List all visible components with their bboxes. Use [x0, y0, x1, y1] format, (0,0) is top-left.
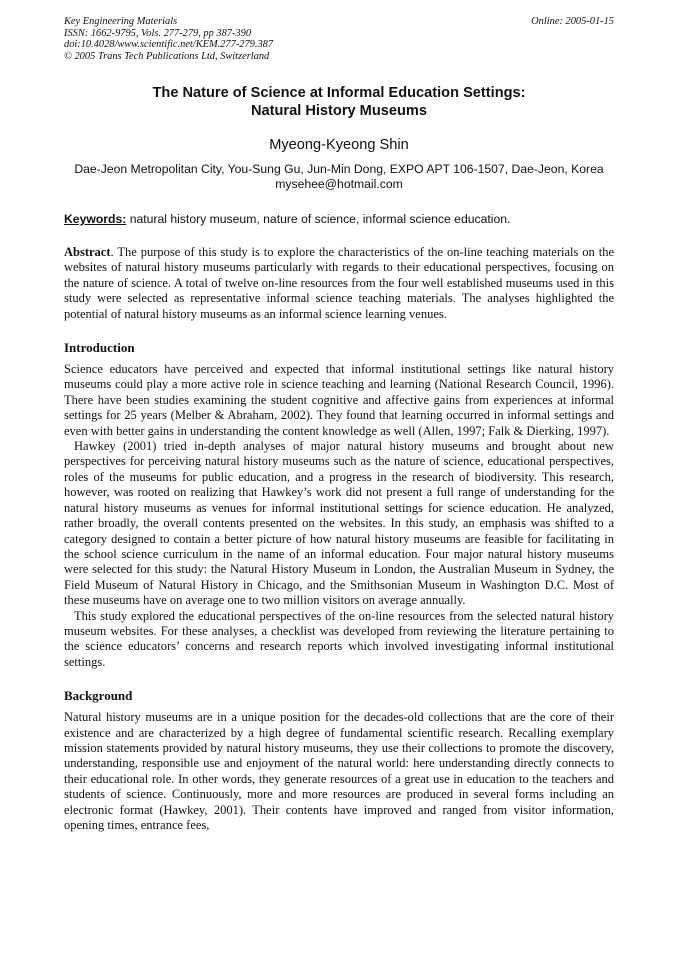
- abstract-label: Abstract: [64, 245, 111, 259]
- copyright-line: © 2005 Trans Tech Publications Ltd, Switzerland: [64, 50, 270, 62]
- title-line-1: The Nature of Science at Informal Education Settings:: [152, 85, 526, 101]
- journal-name: Key Engineering Materials: [64, 16, 178, 27]
- intro-paragraph-2: Hawkey (2001) tried in-depth analyses of major natural history museums and brought about new perspectives for perceiving natural history museums such as the nature of science, educational perspectives, roles of the museums for public education, and a progress in the research of biodiversity. This research, however, was rooted on realizing that Hawkey’s work did not present a full range of understanding for the natural history museums as venues for informal institutional settings for science education. He analyzed, rather broadly, the overall contents presented on the websites. In this study, an emphasis was shifted to a category designed to contain a better picture of how natural history museums are feasible for facilitating in the school science curriculum in the name of an informal education. Four major natural history museums were selected for this study: the Natural History Museum in London, the Australian Museum in Sydney, the Field Museum of Natural History in Chicago, and the Smithsonian Museum in Washington D.C. Most of these museums have on average one to two million visitors on average annually.: [64, 439, 614, 608]
- background-paragraph-1: Natural history museums are in a unique position for the decades-old collections that are the core of their existence and are characterized by a high degree of fundamental scientific research. Recalling exemplary mission statements provided by natural history museums, they use their collections to promote the discovery, understanding, responsible use and enjoyment of the natural world: here understanding directly connects to their educational role. In other words, they generate resources of a great use in education to the teachers and students of science. Continuously, more and more resources are produced in several forms including an electronic format (Hawkey, 2001). Their contents have improved and ranged from visitor information, opening times, entrance fees,: [64, 710, 614, 832]
- keywords-text: natural history museum, nature of science, informal science education.: [126, 212, 511, 226]
- issn-line: ISSN: 1662-9795, Vols. 277-279, pp 387-390: [64, 27, 252, 39]
- author-email: mysehee@hotmail.com: [275, 177, 403, 191]
- introduction-body: [64, 362, 614, 670]
- doi-line: doi:10.4028/www.scientific.net/KEM.277-279.387: [64, 39, 274, 50]
- keywords: [64, 212, 614, 227]
- abstract-text: . The purpose of this study is to explore the characteristics of the on-line teaching materials on the websites of natural history museums particularly with regards to their educational perspectives, focusing on the nature of science. A total of twelve on-line resources from the four well established museums used in this study were selected as representative informal science teaching materials. The analyses highlighted the potential of natural history museums as an informal science learning venues.: [64, 245, 614, 321]
- background-body: [64, 710, 614, 833]
- online-date: Online: 2005-01-15: [531, 16, 614, 27]
- author-name: Myeong-Kyeong Shin: [269, 137, 409, 153]
- title-line-2: Natural History Museums: [251, 103, 427, 119]
- intro-paragraph-1: Science educators have perceived and expected that informal institutional settings like natural history museums could play a more active role in science teaching and learning (National Research Council, 1996). There have been studies examining the student cognitive and affective gains from experiences at informal settings for 25 years (Melber & Abraham, 2002). They found that learning occurred in informal settings and even with better gains in understanding the content knowledge as well (Allen, 1997; Falk & Dierking, 1997).: [64, 362, 614, 438]
- paper-title: [64, 84, 614, 120]
- journal-header: [64, 16, 614, 62]
- author-affiliation: [60, 162, 618, 192]
- keywords-label: Keywords:: [64, 212, 127, 226]
- affiliation-address: Dae-Jeon Metropolitan City, You-Sung Gu, Jun-Min Dong, EXPO APT 106-1507, Dae-Jeon, Korea: [74, 162, 604, 176]
- abstract: [64, 245, 614, 322]
- intro-paragraph-3: This study explored the educational perspectives of the on-line resources from the selected natural history museum websites. For these analyses, a checklist was developed from reviewing the literature pertaining to the science educators’ concerns and research reports which involved investigating informal institutional settings.: [64, 608, 614, 669]
- section-heading-background: Background: [64, 688, 133, 704]
- section-heading-introduction: Introduction: [64, 340, 135, 356]
- paper-page: [64, 16, 614, 833]
